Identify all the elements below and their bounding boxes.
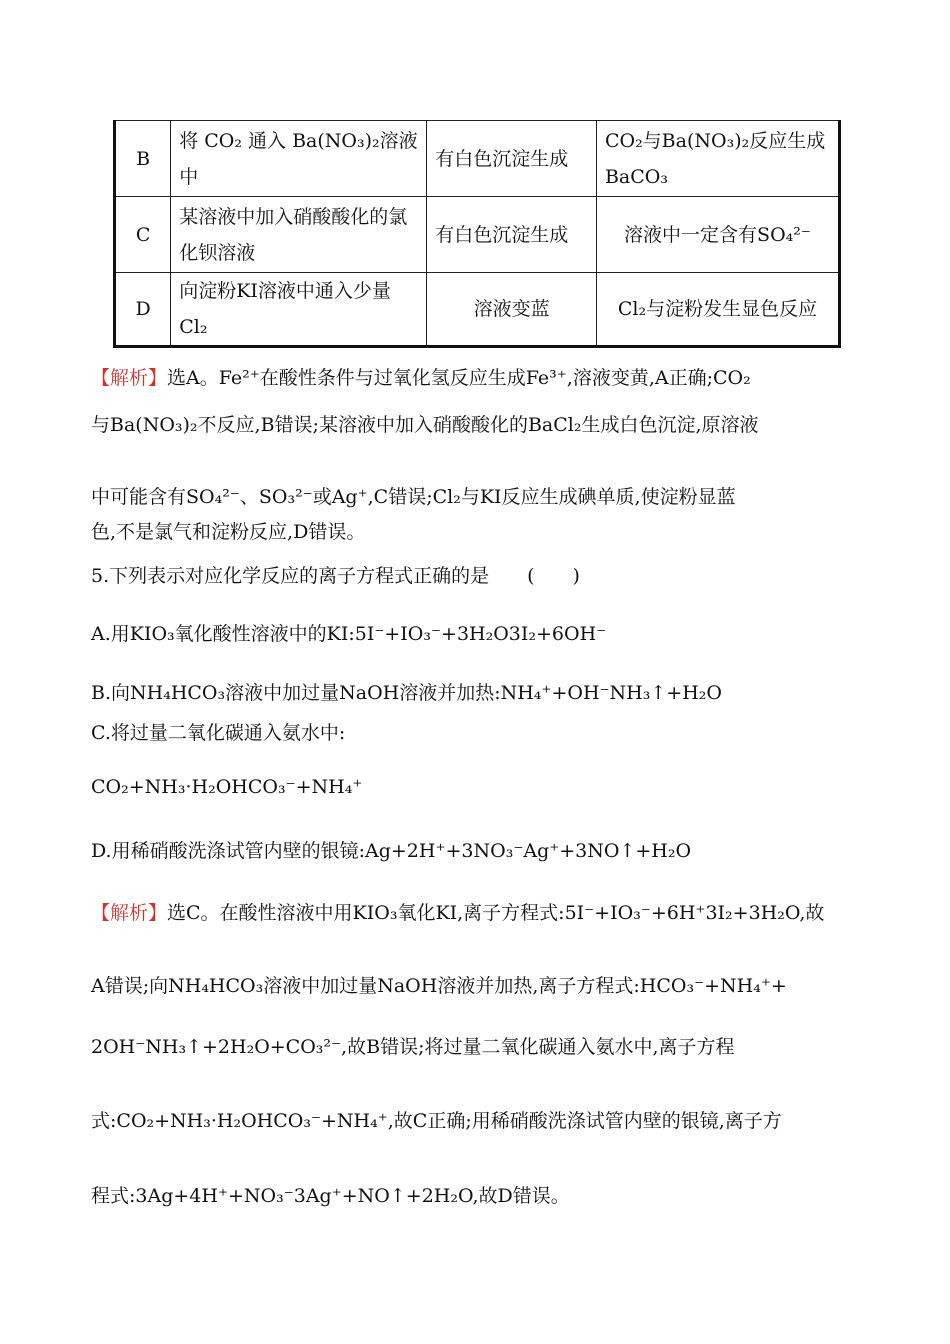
question-5-option-b: B.向NH₄HCO₃溶液中加过量NaOH溶液并加热:NH₄⁺+OH⁻NH₃↑+H₂O — [91, 682, 722, 704]
table-row — [115, 273, 840, 347]
question-5-option-a: A.用KIO₃氧化酸性溶液中的KI:5I⁻+IO₃⁻+3H₂O3I₂+6OH⁻ — [91, 623, 607, 645]
experiment-table — [113, 120, 841, 348]
row-label: B — [115, 121, 171, 197]
question-5-stem: 5.下列表示对应化学反应的离子方程式正确的是 ( ) — [91, 565, 580, 587]
analysis-tag: 【解析】 — [91, 902, 168, 924]
analysis-2-line-5: 程式:3Ag+4H⁺+NO₃⁻3Ag⁺+NO↑+2H₂O,故D错误。 — [91, 1185, 570, 1207]
phenomenon-cell: 溶液变蓝 — [427, 273, 597, 347]
conclusion-cell: 溶液中一定含有SO₄²⁻ — [596, 197, 839, 273]
operation-cell: 向淀粉KI溶液中通入少量Cl₂ — [171, 273, 427, 347]
analysis-1-line-1 — [91, 363, 751, 390]
analysis-2-line-2: A错误;向NH₄HCO₃溶液中加过量NaOH溶液并加热,离子方程式:HCO₃⁻+NH₄⁺+ — [91, 975, 787, 997]
row-label: C — [115, 197, 171, 273]
analysis-text: 选C。在酸性溶液中用KIO₃氧化KI,离子方程式:5I⁻+IO₃⁻+6H⁺3I₂+3H₂O,故 — [167, 902, 825, 924]
analysis-2-line-4: 式:CO₂+NH₃·H₂OHCO₃⁻+NH₄⁺,故C正确;用稀硝酸洗涤试管内壁的银镜,离子方 — [91, 1110, 782, 1132]
analysis-text: 选A。Fe²⁺在酸性条件与过氧化氢反应生成Fe³⁺,溶液变黄,A正确;CO₂ — [167, 367, 751, 389]
operation-cell: 将 CO₂ 通入 Ba(NO₃)₂溶液中 — [171, 121, 427, 197]
conclusion-cell: CO₂与Ba(NO₃)₂反应生成BaCO₃ — [596, 121, 839, 197]
row-label: D — [115, 273, 171, 347]
analysis-1-line-4: 色,不是氯气和淀粉反应,D错误。 — [91, 521, 366, 543]
analysis-2-line-1 — [91, 898, 824, 925]
table-row — [115, 197, 840, 273]
analysis-1-line-2: 与Ba(NO₃)₂不反应,B错误;某溶液中加入硝酸酸化的BaCl₂生成白色沉淀,原溶液 — [91, 414, 759, 436]
phenomenon-cell: 有白色沉淀生成 — [427, 197, 597, 273]
analysis-2-line-3: 2OH⁻NH₃↑+2H₂O+CO₃²⁻,故B错误;将过量二氧化碳通入氨水中,离子方程 — [91, 1036, 735, 1058]
question-5-option-c-equation: CO₂+NH₃·H₂OHCO₃⁻+NH₄⁺ — [91, 776, 363, 798]
analysis-tag: 【解析】 — [91, 367, 168, 389]
operation-cell: 某溶液中加入硝酸酸化的氯化钡溶液 — [171, 197, 427, 273]
question-5-option-d: D.用稀硝酸洗涤试管内壁的银镜:Ag+2H⁺+3NO₃⁻Ag⁺+3NO↑+H₂O — [91, 840, 692, 862]
table-row — [115, 121, 840, 197]
analysis-1-line-3: 中可能含有SO₄²⁻、SO₃²⁻或Ag⁺,C错误;Cl₂与KI反应生成碘单质,使淀粉显蓝 — [91, 486, 736, 508]
phenomenon-cell: 有白色沉淀生成 — [427, 121, 597, 197]
question-5-option-c-title: C.将过量二氧化碳通入氨水中: — [91, 722, 346, 744]
conclusion-cell: Cl₂与淀粉发生显色反应 — [596, 273, 839, 347]
